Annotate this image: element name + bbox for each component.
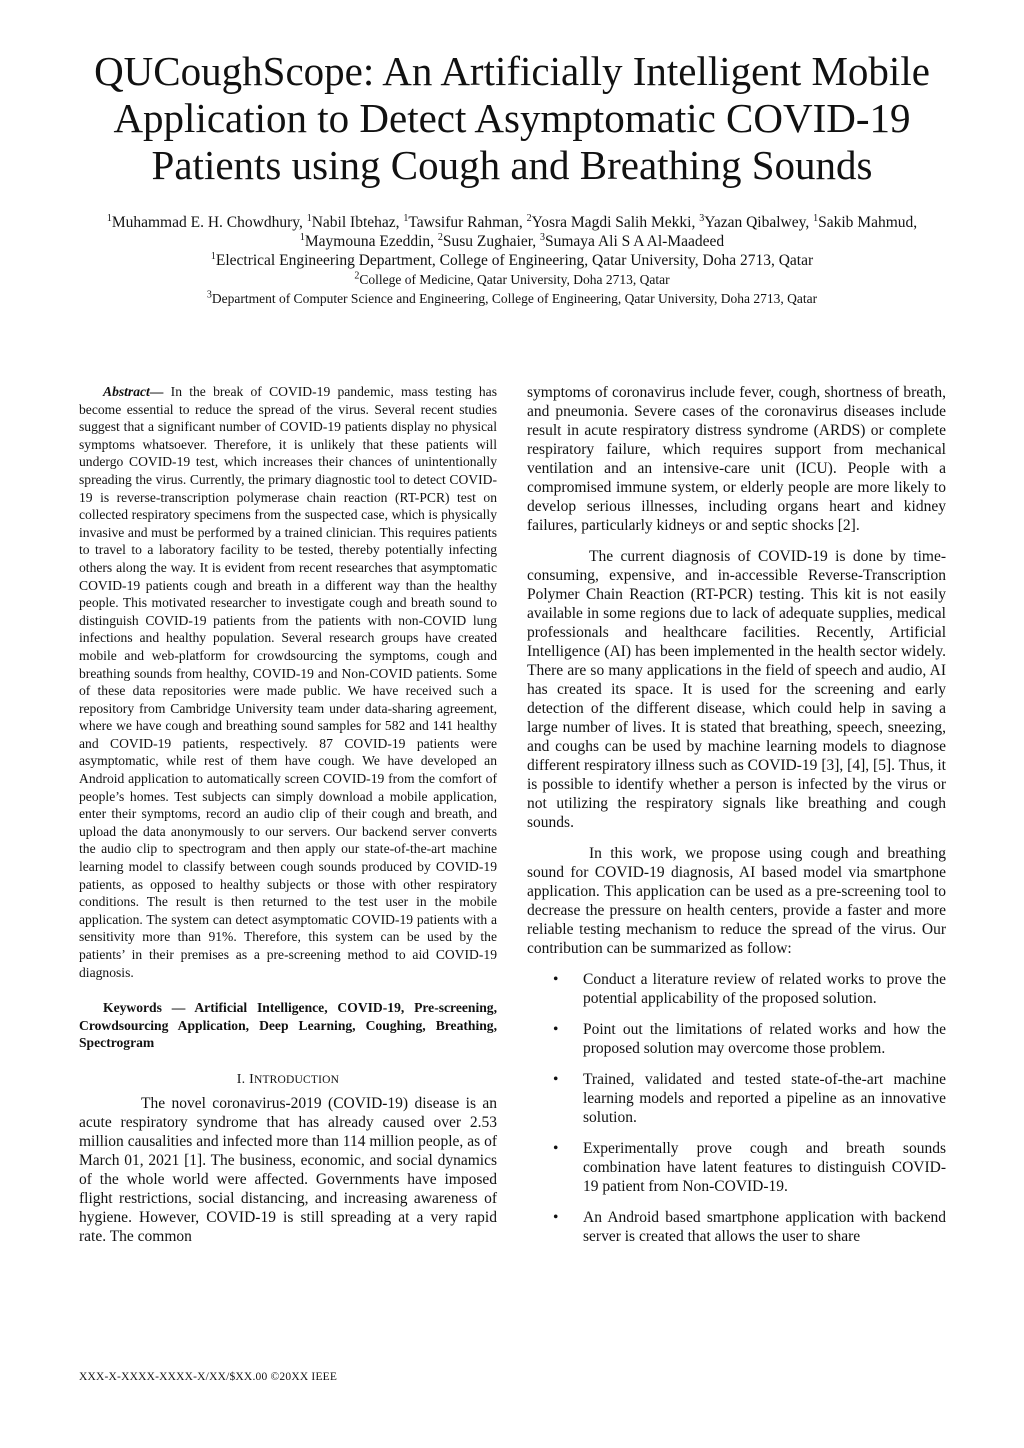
author-list xyxy=(107,214,917,250)
list-item: • Experimentally prove cough and breath sounds combination have latent features to distinguish COVID-19 patient from Non-COVID-19. xyxy=(553,1140,946,1195)
abstract-label: Abstract— xyxy=(103,384,164,399)
bullet-icon: • xyxy=(553,1140,559,1157)
abstract xyxy=(79,383,497,981)
affiliation: $^1$Electrical Engineering Department, College of Engineering, Qatar University, Doha 2713, Qatar xyxy=(210,250,814,269)
author: $^1$Tawsifur Rahman, xyxy=(403,212,527,231)
section-heading: I. INTRODUCTION xyxy=(236,1071,340,1087)
list-item: • An Android based smartphone application with backend server is created that allows the user to share xyxy=(553,1209,946,1245)
author: $^1$Muhammad E. H. Chowdhury, xyxy=(106,212,307,231)
left-column xyxy=(79,383,497,1258)
author: $^1$Sakib Mahmud, xyxy=(813,212,918,231)
intro-paragraph: The novel coronavirus-2019 (COVID-19) disease is an acute respiratory syndrome that has already caused over 2.53 million causalities and infected more than 114 million people, as of March 01, 2021 [1]. The business, economic, and social dynamics of the whole world were affected. Governments have imposed flight restrictions, social distancing, and increasing awareness of hygiene. However, COVID-19 is still spreading at a very rapid rate. The common xyxy=(79,1094,497,1245)
keywords: Keywords — Artificial Intelligence, COVID-19, Pre-screening, Crowdsourcing Application, Deep Learning, Coughing, Breathing, Spectrogram xyxy=(79,1000,497,1051)
list-item: • Conduct a literature review of related works to prove the potential applicability of the proposed solution. xyxy=(553,971,946,1007)
list-item: • Trained, validated and tested state-of-the-art machine learning models and reported a pipeline as an innovative solution. xyxy=(553,1071,946,1126)
affiliation: $^3$Department of Computer Science and Engineering, College of Engineering, Qatar University, Doha 2713, Qatar xyxy=(206,289,818,306)
author: $^2$Susu Zughaier, xyxy=(437,231,540,250)
bullet-icon: • xyxy=(553,1071,559,1088)
intro-paragraph: The current diagnosis of COVID-19 is done by time-consuming, expensive, and in-accessible Reverse-Transcription Polymer Chain Reaction (RT-PCR) testing. This kit is not easily available in some regions due to lack of adequate supplies, medical professionals and healthcare facilities. Recently, Artificial Intelligence (AI) has been implemented in the health sector widely. There are so many applications in the field of speech and audio, AI has created its space. It is used for the screening and early detection of the different disease, which could help in saving a large number of lives. It is stated that breathing, speech, sneezing, and coughs can be used by machine learning models to diagnose different respiratory illness such as COVID-19 [3], [4], [5]. Thus, it is possible to identify whether a person is infected by the virus or not utilizing the respiratory signals like breathing and cough sounds. xyxy=(527,548,946,831)
author: $^3$Sumaya Ali S A Al-Maadeed xyxy=(540,231,725,250)
contribution-list xyxy=(527,970,946,1246)
list-item: • Point out the limitations of related works and how the proposed solution may overcome those problem. xyxy=(553,1021,946,1057)
author: $^1$Maymouna Ezeddin, xyxy=(299,231,438,250)
author-block xyxy=(80,213,944,308)
author: $^1$Nabil Ibtehaz, xyxy=(306,212,404,231)
bullet-icon: • xyxy=(553,1021,559,1038)
right-column xyxy=(527,383,946,1258)
bullet-icon: • xyxy=(553,971,559,988)
author: $^2$Yosra Magdi Salih Mekki, xyxy=(526,212,700,231)
paper-title: QUCoughScope: An Artificially Intelligent Mobile Application to Detect Asymptomatic COVID-19 Patients using Cough and Breathing Sounds xyxy=(94,48,930,188)
affiliation: $^2$College of Medicine, Qatar University, Doha 2713, Qatar xyxy=(354,270,670,287)
abstract-text: In the break of COVID-19 pandemic, mass testing has become essential to reduce the spread of the virus. Several recent studies suggest that a significant number of COVID-19 patients display no physical symptoms whatsoever. Therefore, it is unlikely that these patients will undergo COVID-19 test, which increases their chances of unintentionally spreading the virus. Currently, the primary diagnostic tool to detect COVID-19 is reverse-transcription polymerase chain reaction (RT-PCR) test on collected respiratory specimens from the suspected case, which is physically invasive and must be performed by a trained clinician. This requires patients to travel to a laboratory facility to be tested, thereby potentially infecting others along the way. It is evident from recent researches that asymptomatic COVID-19 patients cough and breath in a different way than the healthy people. This motivated researcher to investigate cough and breath sound to distinguish COVID-19 patients from the patients with non-COVID lung infections and healthy population. Several research groups have created mobile and web-platform for crowdsourcing the symptoms, cough and breathing sounds from healthy, COVID-19 and Non-COVID patients. Some of these data repositories were made public. We have received such a repository from Cambridge University team under data-sharing agreement, where we have cough and breathing sound samples for 582 and 141 healthy and COVID-19 patients, respectively. 87 COVID-19 patients were asymptomatic, while rest of them have cough. We have developed an Android application to automatically screen COVID-19 from the comfort of people’s homes. Test subjects can simply download a mobile application, enter their symptoms, record an audio clip of their cough and breath, and upload the data anonymously to our servers. Our backend server converts the audio clip to spectrogram and then apply our state-of-the-art machine learning model to classify between cough sounds produced by COVID-19 patients, as opposed to healthy subjects or those with other respiratory conditions. The result is then returned to the test user in the mobile application. The system can detect asymptomatic COVID-19 patients with a sensitivity more than 91%. Therefore, this system can be used by the patients’ in their premises as a pre-screening method to aid COVID-19 diagnosis. xyxy=(79,384,497,980)
copyright-footer: XXX-X-XXXX-XXXX-X/XX/$XX.00 ©20XX IEEE xyxy=(79,1371,338,1383)
author: $^3$Yazan Qibalwey, xyxy=(699,212,814,231)
bullet-icon: • xyxy=(553,1209,559,1226)
intro-paragraph-continued: symptoms of coronavirus include fever, cough, shortness of breath, and pneumonia. Severe cases of the coronavirus diseases include result in acute respiratory distress syndrome (ARDS) or complete respiratory failure, which requires support from mechanical ventilation and an intensive-care unit (ICU). People with a compromised immune system, or elderly people are more likely to develop serious illnesses, including organs heart and kidney failures, particularly kidneys or and septic shocks [2]. xyxy=(527,384,946,534)
intro-paragraph: In this work, we propose using cough and breathing sound for COVID-19 diagnosis, AI based model via smartphone application. This application can be used as a pre-screening tool to decrease the pressure on health centers, provide a faster and more reliable testing mechanism to reduce the spread of the virus. Our contribution can be summarized as follow: xyxy=(527,845,946,957)
